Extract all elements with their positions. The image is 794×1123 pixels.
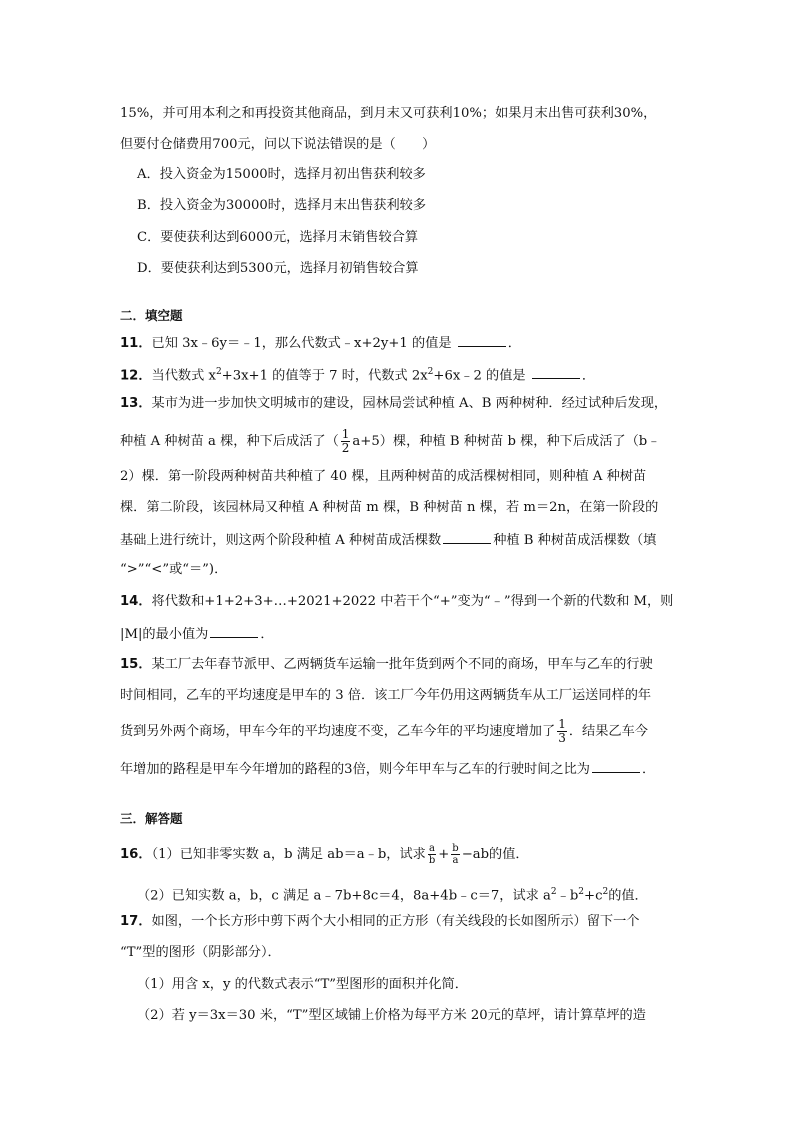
question-15-line-4: 年增加的路程是甲车今年增加的路程的3倍，则今年甲车与乙车的行驶时间之比为 ． bbox=[120, 758, 655, 780]
question-15-line-2: 时间相同，乙车的平均速度是甲车的 3 倍．该工厂今年仍用这两辆货车从工厂运送同样的年 bbox=[120, 688, 652, 703]
question-text: 已知 3x﹣6y＝﹣1，那么代数式﹣x+2y+1 的值是 bbox=[151, 336, 452, 351]
answer-blank[interactable] bbox=[592, 758, 640, 773]
question-16-part-2: （2）已知实数 a，b，c 满足 a﹣7b+8c＝4，8a+4b﹣c＝7，试求 $a^2﹣b^2+c^2$的值． bbox=[137, 887, 648, 904]
answer-blank[interactable] bbox=[458, 332, 506, 347]
question-14-line-1: 14．将代数和+1+2+3+…+2021+2022 中若干个“+”变为“﹣”得到一个新的代数和 M，则 bbox=[120, 594, 674, 609]
question-13-line-4: 棵．第二阶段，该园林局又种植 A 种树苗 m 棵，B 种树苗 n 棵，若 m＝2n，在第一阶段的 bbox=[120, 500, 659, 515]
question-number: 13． bbox=[120, 396, 152, 411]
intro-line-2: 但要付仓储费用700元，问以下说法错误的是（ ） bbox=[120, 137, 436, 152]
answer-blank[interactable] bbox=[443, 529, 491, 544]
question-15-line-1: 15．某工厂去年春节派甲、乙两辆货车运输一批年货到两个不同的商场，甲车与乙车的行驶 bbox=[120, 657, 653, 672]
question-13-line-6: “>”“<”或“＝”)． bbox=[120, 562, 228, 577]
question-13-line-3: 2）棵．第一阶段两种树苗共种植了 40 棵，且两种树苗的成活棵树相同，则种植 A 种树苗 bbox=[120, 469, 647, 484]
question-13-line-5: 基础上进行统计，则这两个阶段种植 A 种树苗成活棵数 种植 B 种树苗成活棵数（填 bbox=[120, 529, 656, 551]
fraction-one-half: $\frac{1}{2}$ bbox=[341, 427, 350, 455]
question-number: 11． bbox=[120, 336, 152, 351]
question-number: 12． bbox=[120, 368, 152, 384]
option-d: D．要使获利达到5300元，选择月初销售较合算 bbox=[137, 261, 419, 276]
section-solutions: 三．解答题 bbox=[120, 811, 183, 826]
question-13-line-1: 13．某市为进一步加快文明城市的建设，园林局尝试种植 A、B 两种树种．经过试种后发现， bbox=[120, 396, 668, 411]
option-c: C．要使获利达到6000元，选择月末销售较合算 bbox=[137, 230, 419, 245]
question-number: 17． bbox=[120, 914, 152, 929]
question-17-part-1: （1）用含 x，y 的代数式表示“T”型图形的面积并化简． bbox=[137, 977, 468, 992]
fraction-a-over-b: $\frac{a}{b}$ bbox=[428, 843, 436, 866]
question-17-line-2: “T”型的图形（阴影部分）． bbox=[120, 945, 281, 960]
question-12: 12．当代数式 $x^2+3x+1$ 的值等于 7 时，代数式 $2x^2+6x﹣2$ 的值是 ． bbox=[120, 362, 595, 386]
answer-blank[interactable] bbox=[210, 623, 258, 638]
question-14-line-2: |M|的最小值为 ． bbox=[120, 623, 274, 645]
answer-blank[interactable] bbox=[532, 364, 580, 379]
question-number: 15． bbox=[120, 657, 152, 672]
question-number: 14． bbox=[120, 594, 152, 609]
intro-line-1: 15%，并可用本利之和再投资其他商品，到月末又可获利10%；如果月末出售可获利30%， bbox=[120, 106, 657, 121]
question-13-line-2: 种植 A 种树苗 a 棵，种下后成活了（ $\frac{1}{2}$ a+5）棵，种植 B 种树苗 b 棵，种下后成活了（b﹣ bbox=[120, 427, 661, 455]
question-17-part-2: （2）若 y＝3x＝30 米，“T”型区域铺上价格为每平方米 20元的草坪，请计算草坪的造 bbox=[137, 1008, 646, 1023]
question-16-part-1: 16．（1）已知非零实数 a，b 满足 ab＝a﹣b，试求 $\frac{a}{b}$ + $\frac{b}{a}$ −ab的值． bbox=[120, 843, 529, 866]
question-15-line-3: 货到另外两个商场，甲车今年的平均速度不变，乙车今年的平均速度增加了 $\frac{1}{3}$ ．结果乙车今 bbox=[120, 717, 648, 745]
fraction-b-over-a: $\frac{b}{a}$ bbox=[452, 843, 459, 866]
section-fill-in: 二．填空题 bbox=[120, 308, 183, 323]
option-b: B．投入资金为30000时，选择月末出售获利较多 bbox=[137, 198, 427, 213]
option-a: A．投入资金为15000时，选择月初出售获利较多 bbox=[137, 167, 426, 182]
question-number: 16． bbox=[120, 847, 152, 862]
question-11: 11．已知 3x﹣6y＝﹣1，那么代数式﹣x+2y+1 的值是 ． bbox=[120, 332, 521, 354]
fraction-one-third: $\frac{1}{3}$ bbox=[558, 717, 566, 745]
question-17-line-1: 17．如图，一个长方形中剪下两个大小相同的正方形（有关线段的长如图所示）留下一个 bbox=[120, 914, 640, 929]
